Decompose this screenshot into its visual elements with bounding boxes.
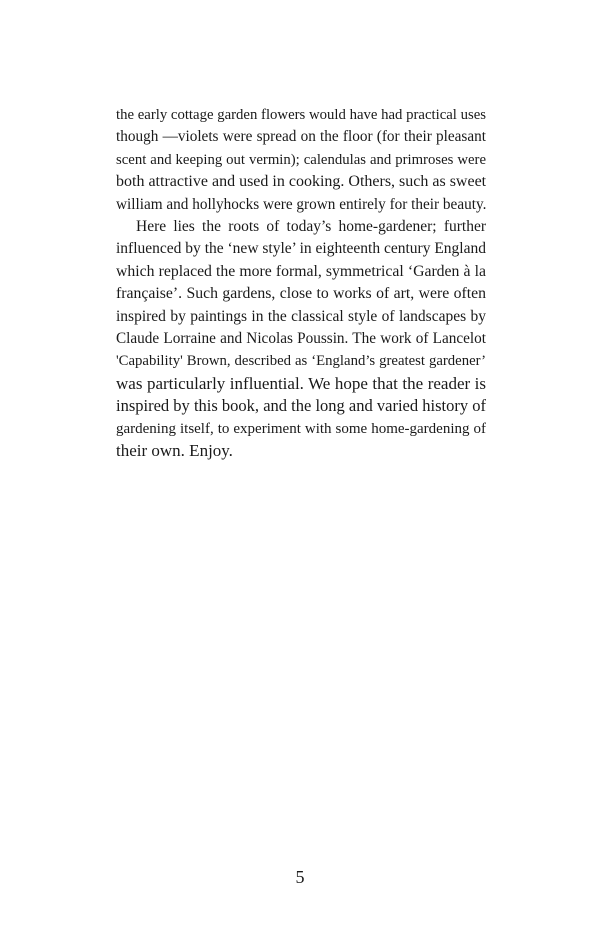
text-line: the early cottage garden flowers would have had practical uses — [116, 107, 486, 123]
paragraph-1 — [116, 104, 486, 216]
text-line: Here lies the roots of today’s home-gardener; further — [136, 218, 486, 236]
text-line: both attractive and used in cooking. Others, such as sweet — [116, 173, 487, 191]
paragraph-2 — [116, 216, 486, 462]
text-line: française’. Such gardens, close to works of art, were often — [116, 285, 486, 303]
text-line: their own. Enjoy. — [116, 441, 233, 461]
text-line: william and hollyhocks were grown entirely for their beauty. — [116, 195, 487, 213]
text-line: gardening itself, to experiment with some home-gardening of — [116, 420, 486, 437]
text-line: scent and keeping out vermin); calendulas and primroses were — [116, 151, 486, 168]
text-line: though —violets were spread on the floor (for their pleasant — [116, 128, 486, 146]
text-line: inspired by paintings in the classical style of landscapes by — [116, 307, 486, 325]
body-text — [116, 104, 486, 463]
text-line: Claude Lorraine and Nicolas Poussin. The work of Lancelot — [116, 330, 486, 348]
page-number: 5 — [295, 867, 305, 887]
text-line: was particularly influential. We hope that the reader is — [116, 373, 486, 393]
text-line: 'Capability' Brown, described as ‘England’s greatest gardener’ — [116, 353, 486, 370]
text-line: which replaced the more formal, symmetrical ‘Garden à la — [116, 262, 486, 280]
text-line: influenced by the ‘new style’ in eighteenth century England — [116, 240, 486, 258]
text-line: inspired by this book, and the long and varied history of — [116, 396, 486, 416]
